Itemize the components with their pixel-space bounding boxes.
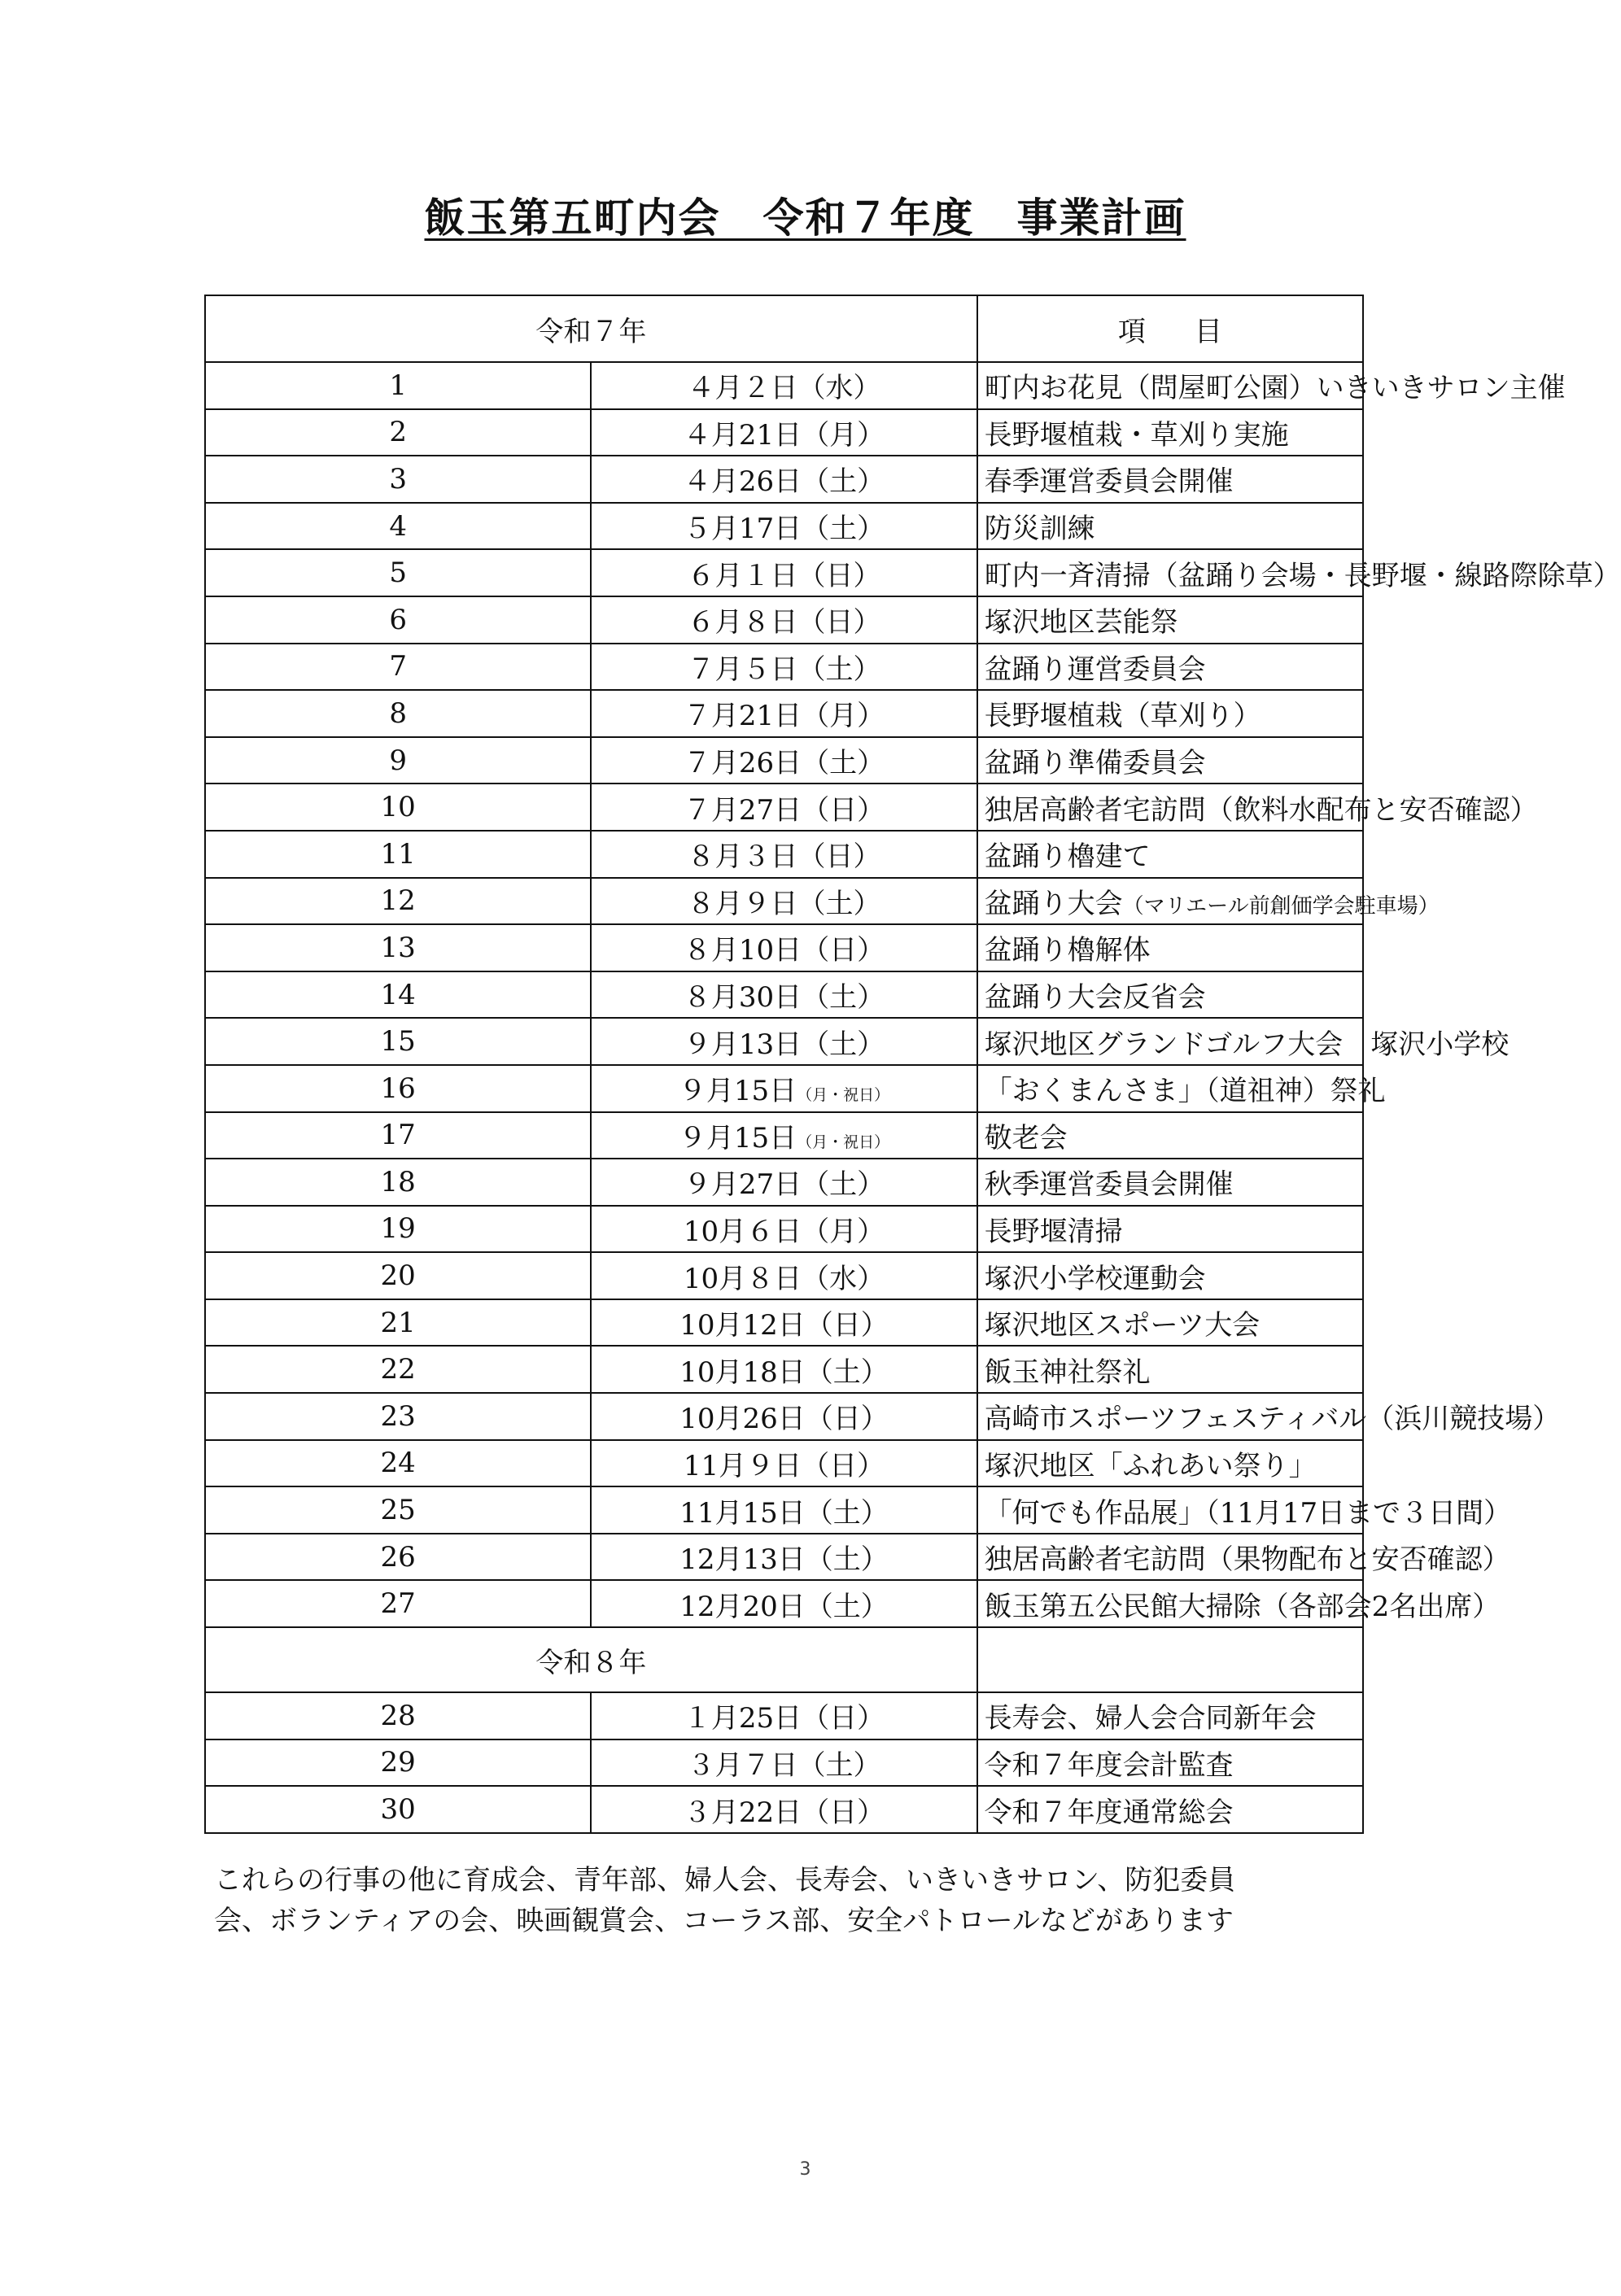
row-number: 29	[205, 1739, 591, 1787]
row-number: 21	[205, 1299, 591, 1347]
table-row	[205, 1252, 1363, 1299]
row-event: 長野堰清掃	[977, 1206, 1363, 1253]
row-date: ７月26日（土）	[591, 737, 977, 784]
table-row	[205, 549, 1363, 596]
row-event: 敬老会	[977, 1112, 1363, 1159]
row-number: 7	[205, 644, 591, 691]
date-note: （月・祝日）	[797, 1133, 890, 1151]
row-date: ７月27日（日）	[591, 784, 977, 831]
row-event: 盆踊り大会反省会	[977, 971, 1363, 1019]
date-text: ９月15日	[678, 1075, 797, 1108]
row-date: ９月27日（土）	[591, 1159, 977, 1206]
row-number: 6	[205, 596, 591, 644]
row-number: 20	[205, 1252, 591, 1299]
row-date: ４月21日（月）	[591, 409, 977, 456]
table-section-2026	[205, 1627, 1363, 1692]
row-number: 22	[205, 1346, 591, 1393]
row-event: 飯玉第五公民館大掃除（各部会2名出席）	[977, 1580, 1363, 1627]
row-date: ９月13日（土）	[591, 1018, 977, 1065]
table-row	[205, 1018, 1363, 1065]
table-row	[205, 644, 1363, 691]
row-date: ３月７日（土）	[591, 1739, 977, 1787]
row-date: ４月26日（土）	[591, 456, 977, 503]
row-event: 独居高齢者宅訪問（飲料水配布と安否確認）	[977, 784, 1363, 831]
row-number: 8	[205, 690, 591, 737]
table-row	[205, 1486, 1363, 1534]
table-row	[205, 1393, 1363, 1440]
row-number: 27	[205, 1580, 591, 1627]
table-row	[205, 1065, 1363, 1112]
row-event	[977, 878, 1440, 925]
row-number: 10	[205, 784, 591, 831]
table-body-2025-a	[205, 362, 1621, 878]
event-note: （マリエール前創価学会駐車場）	[1122, 893, 1440, 919]
row-event: 飯玉神社祭礼	[977, 1346, 1363, 1393]
footer-note: これらの行事の他に育成会、青年部、婦人会、長寿会、いきいきサロン、防犯委員 会、ボランティアの会、映画観賞会、コーラス部、安全パトロールなどがあります	[214, 1864, 1236, 1937]
row-event: 「何でも作品展」（11月17日まで３日間）	[977, 1486, 1363, 1534]
row-number: 4	[205, 503, 591, 550]
table-header-row	[205, 295, 1363, 362]
row-date: 12月13日（土）	[591, 1534, 977, 1581]
row-event: 塚沢地区スポーツ大会	[977, 1299, 1363, 1347]
table-row	[205, 1580, 1363, 1627]
row-date: ８月30日（土）	[591, 971, 977, 1019]
date-note: （月・祝日）	[797, 1086, 890, 1105]
table-row	[205, 1112, 1363, 1159]
table-row	[205, 1299, 1363, 1347]
table-body-rows-16-17	[205, 1065, 1386, 1159]
row-number: 3	[205, 456, 591, 503]
row-date: ３月22日（日）	[591, 1786, 977, 1833]
row-number: 2	[205, 409, 591, 456]
row-event: 塚沢地区「ふれあい祭り」	[977, 1440, 1363, 1487]
row-event: 秋季運営委員会開催	[977, 1159, 1363, 1206]
row-event: 盆踊り運営委員会	[977, 644, 1363, 691]
row-date: ５月17日（土）	[591, 503, 977, 550]
table-body-2026	[205, 1692, 1363, 1833]
table-row	[205, 1534, 1363, 1581]
row-number: 5	[205, 549, 591, 596]
header-year: 令和７年	[205, 295, 977, 362]
table-row	[205, 878, 1363, 925]
row-event: 町内お花見（問屋町公園）いきいきサロン主催	[977, 362, 1363, 409]
row-number: 11	[205, 831, 591, 878]
row-number: 1	[205, 362, 591, 409]
row-number: 19	[205, 1206, 591, 1253]
row-number: 16	[205, 1065, 591, 1112]
row-number: 30	[205, 1786, 591, 1833]
table-body-2025-c	[205, 1159, 1561, 1627]
row-event: 独居高齢者宅訪問（果物配布と安否確認）	[977, 1534, 1363, 1581]
row-event: 令和７年度通常総会	[977, 1786, 1363, 1833]
row-number: 23	[205, 1393, 591, 1440]
table-row	[205, 971, 1363, 1019]
row-number: 28	[205, 1692, 591, 1739]
row-date	[591, 1065, 977, 1112]
table-row	[205, 924, 1363, 971]
row-number: 24	[205, 1440, 591, 1487]
table-row	[205, 1346, 1363, 1393]
section-empty-cell	[977, 1627, 1363, 1692]
row-event: 長野堰植栽（草刈り）	[977, 690, 1363, 737]
row-number: 15	[205, 1018, 591, 1065]
row-number: 26	[205, 1534, 591, 1581]
table-body-row-12	[205, 878, 1440, 925]
table-body-2025-b	[205, 924, 1510, 1065]
row-date: 10月６日（月）	[591, 1206, 977, 1253]
row-number: 9	[205, 737, 591, 784]
row-event: 塚沢小学校運動会	[977, 1252, 1363, 1299]
row-event: 「おくまんさま」（道祖神）祭礼	[977, 1065, 1363, 1112]
table-row	[205, 596, 1363, 644]
row-date	[591, 1112, 977, 1159]
row-number: 25	[205, 1486, 591, 1534]
page-number: 3	[799, 2159, 811, 2180]
row-event: 町内一斉清掃（盆踊り会場・長野堰・線路際除草）	[977, 549, 1363, 596]
row-date: 11月15日（土）	[591, 1486, 977, 1534]
table-row	[205, 784, 1363, 831]
table-row	[205, 1206, 1363, 1253]
row-event: 盆踊り櫓建て	[977, 831, 1363, 878]
row-date: ８月９日（土）	[591, 878, 977, 925]
row-number: 17	[205, 1112, 591, 1159]
row-event: 長寿会、婦人会合同新年会	[977, 1692, 1363, 1739]
event-text: 盆踊り大会	[984, 887, 1123, 920]
table-row	[205, 362, 1363, 409]
row-event: 長野堰植栽・草刈り実施	[977, 409, 1363, 456]
row-date: 10月12日（日）	[591, 1299, 977, 1347]
row-date: ６月１日（日）	[591, 549, 977, 596]
table-row	[205, 409, 1363, 456]
row-date: １月25日（日）	[591, 1692, 977, 1739]
row-date: 11月９日（日）	[591, 1440, 977, 1487]
row-date: 10月８日（水）	[591, 1252, 977, 1299]
row-date: ８月３日（日）	[591, 831, 977, 878]
row-date: 10月18日（土）	[591, 1346, 977, 1393]
row-date: ７月21日（月）	[591, 690, 977, 737]
row-event: 高崎市スポーツフェスティバル（浜川競技場）	[977, 1393, 1363, 1440]
row-event: 防災訓練	[977, 503, 1363, 550]
row-event: 盆踊り櫓解体	[977, 924, 1363, 971]
row-number: 13	[205, 924, 591, 971]
table-row	[205, 1440, 1363, 1487]
row-date: 10月26日（日）	[591, 1393, 977, 1440]
table-row	[205, 1739, 1363, 1787]
row-number: 18	[205, 1159, 591, 1206]
row-number: 14	[205, 971, 591, 1019]
event-plan-table	[204, 295, 1621, 1834]
section-row	[205, 1627, 1363, 1692]
row-date: ６月８日（日）	[591, 596, 977, 644]
table-row	[205, 1159, 1363, 1206]
row-date: 12月20日（土）	[591, 1580, 977, 1627]
table-row	[205, 831, 1363, 878]
row-number: 12	[205, 878, 591, 925]
header-item: 項目	[977, 295, 1363, 362]
row-date: ７月５日（土）	[591, 644, 977, 691]
row-event: 塚沢地区芸能祭	[977, 596, 1363, 644]
row-date: ４月２日（水）	[591, 362, 977, 409]
row-event: 盆踊り準備委員会	[977, 737, 1363, 784]
table-row	[205, 1692, 1363, 1739]
date-text: ９月15日	[678, 1121, 797, 1155]
table-row	[205, 503, 1363, 550]
row-date: ８月10日（日）	[591, 924, 977, 971]
table-row	[205, 690, 1363, 737]
table-row	[205, 1786, 1363, 1833]
table-row	[205, 456, 1363, 503]
row-event: 春季運営委員会開催	[977, 456, 1363, 503]
row-event: 令和７年度会計監査	[977, 1739, 1363, 1787]
row-event: 塚沢地区グランドゴルフ大会 塚沢小学校	[977, 1018, 1363, 1065]
section-year: 令和８年	[205, 1627, 977, 1692]
page-title: 飯玉第五町内会 令和７年度 事業計画	[424, 194, 1186, 242]
table-row	[205, 737, 1363, 784]
